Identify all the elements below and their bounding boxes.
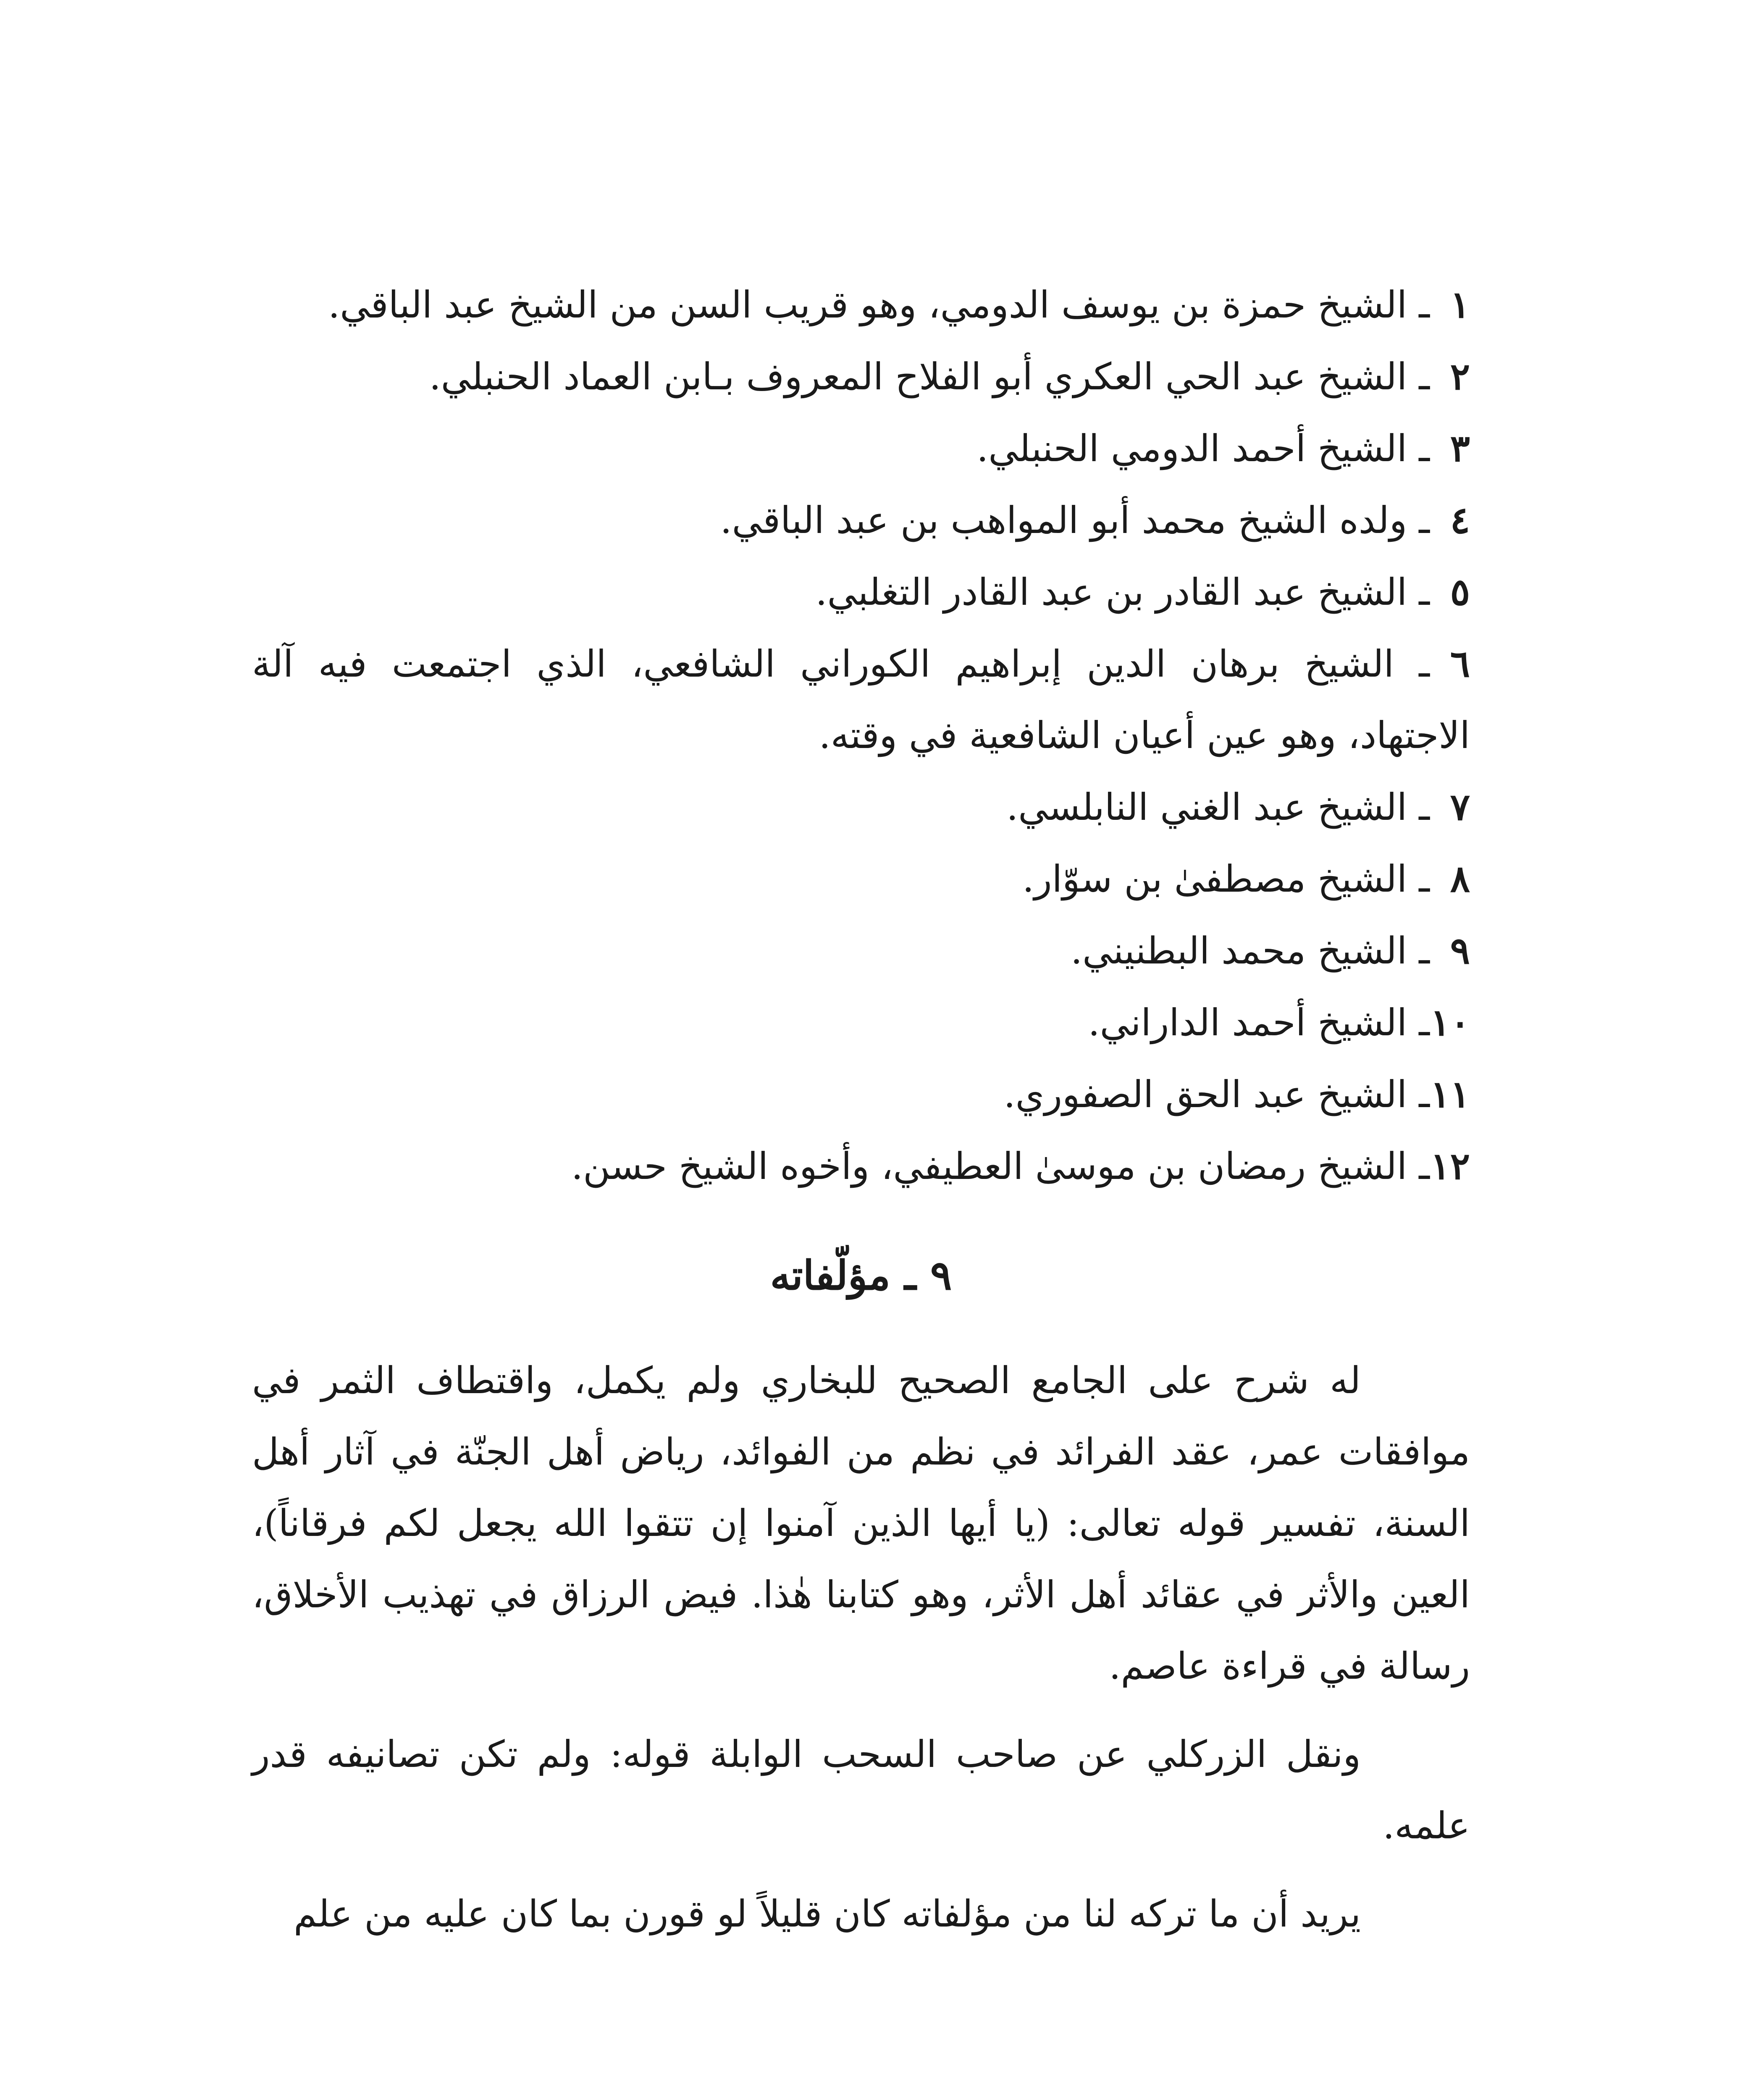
teachers-list <box>252 269 1470 1202</box>
section-heading: ٩ ـ مؤلّفاته <box>770 1252 952 1299</box>
list-item <box>252 843 1470 915</box>
item-number: ٦ <box>1450 642 1470 685</box>
item-text: ـ الشيخ عبد الحق الصفوري. <box>1003 1073 1430 1116</box>
item-text: ـ الشيخ عبد الحي العكري أبو الفلاح المعروف بـابن العماد الحنبلي. <box>429 355 1430 398</box>
closing-paragraph: يريد أن ما تركه لنا من مؤلفاته كان قليلاً لو قورن بما كان عليه من علم <box>294 1892 1361 1935</box>
item-text: ـ الشيخ محمد البطنيني. <box>1071 929 1430 972</box>
item-text: ـ الشيخ برهان الدين إبراهيم الكوراني الشافعي، الذي اجتمعت فيه آلة الاجتهاد، وهو عين أعيان الشافعية في وقته. <box>252 642 1470 757</box>
list-item <box>252 412 1470 484</box>
list-item <box>252 556 1470 628</box>
list-item <box>252 484 1470 556</box>
list-item <box>252 628 1470 771</box>
page-body <box>252 269 1470 1966</box>
list-item <box>252 341 1470 412</box>
item-number: ٨ <box>1450 857 1470 900</box>
item-number: ٢ <box>1450 354 1470 398</box>
item-number: ١٠ <box>1430 1000 1470 1044</box>
list-item <box>252 269 1470 341</box>
item-text: ـ الشيخ رمضان بن موسىٰ العطيفي، وأخوه الشيخ حسن. <box>571 1144 1430 1188</box>
item-text: ـ الشيخ أحمد الداراني. <box>1088 1001 1430 1044</box>
item-text: ـ الشيخ حمزة بن يوسف الدومي، وهو قريب السن من الشيخ عبد الباقي. <box>328 283 1430 326</box>
item-text: ـ الشيخ عبد القادر بن عبد القادر التغلبي. <box>815 570 1430 614</box>
list-item <box>252 771 1470 843</box>
works-paragraph: له شرح على الجامع الصحيح للبخاري ولم يكمل، واقتطاف الثمر في موافقات عمر، عقد الفرائد في نظم من الفوائد، رياض أهل الجنّة في آثار أهل السنة، تفسير قوله تعالى: (يا أيها الذين آمنوا إن تتقوا الله يجعل لكم فرقاناً)، العين والأثر في عقائد أهل الأثر، وهو كتابنا هٰذا. فيض الرزاق في تهذيب الأخلاق، رسالة في قراءة عاصم. <box>252 1359 1470 1688</box>
item-number: ١ <box>1450 283 1470 326</box>
item-text: ـ ولده الشيخ محمد أبو المواهب بن عبد الباقي. <box>720 499 1430 542</box>
item-number: ١٢ <box>1430 1144 1470 1188</box>
item-number: ٥ <box>1450 570 1470 614</box>
item-number: ٧ <box>1450 785 1470 829</box>
list-item <box>252 915 1470 987</box>
item-number: ٩ <box>1450 929 1470 972</box>
list-item <box>252 1130 1470 1202</box>
item-number: ١١ <box>1430 1072 1470 1116</box>
item-number: ٤ <box>1450 498 1470 542</box>
item-text: ـ الشيخ أحمد الدومي الحنبلي. <box>976 427 1430 470</box>
item-number: ٣ <box>1450 426 1470 470</box>
item-text: ـ الشيخ مصطفىٰ بن سوّار. <box>1022 857 1430 900</box>
zirikli-quote-paragraph: ونقل الزركلي عن صاحب السحب الوابلة قوله: ولم تكن تصانيفه قدر علمه. <box>252 1732 1470 1847</box>
list-item <box>252 987 1470 1058</box>
item-text: ـ الشيخ عبد الغني النابلسي. <box>1006 785 1430 829</box>
list-item <box>252 1058 1470 1130</box>
